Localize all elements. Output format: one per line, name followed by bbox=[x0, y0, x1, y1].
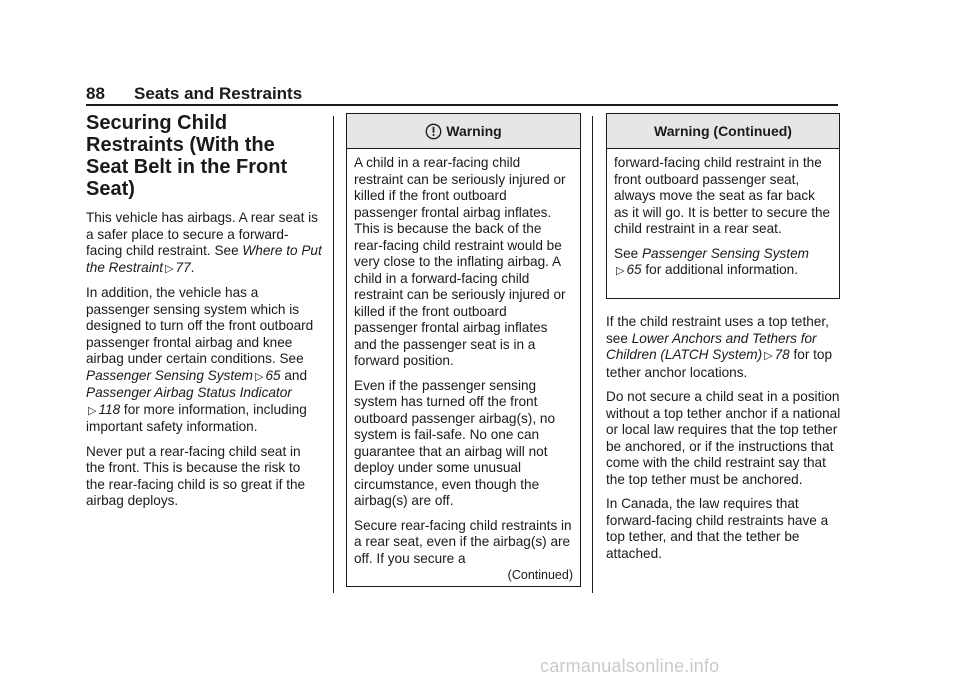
warning-header bbox=[347, 114, 580, 149]
warning-paragraph: Secure rear-facing child restraints in a rear seat, even if the airbag(s) are off. If you secure a bbox=[354, 517, 572, 566]
header-divider bbox=[86, 104, 838, 106]
column-3 bbox=[606, 314, 842, 570]
link-passenger-sensing-system[interactable]: Passenger Sensing System bbox=[86, 367, 253, 383]
page-ref-arrow-icon: ▷ bbox=[616, 265, 625, 277]
warning-title: Warning (Continued) bbox=[654, 123, 792, 139]
column-divider-right bbox=[592, 116, 593, 593]
link-passenger-airbag-status-indicator[interactable]: Passenger Airbag Status Indicator bbox=[86, 385, 292, 400]
page-ref-118[interactable]: 118 bbox=[98, 401, 121, 417]
warning-box bbox=[346, 113, 581, 587]
link-latch-system[interactable]: Lower Anchors and Tethers for Children (LATCH System) bbox=[606, 330, 817, 362]
warning-paragraph: Even if the passenger sensing system has turned off the front outboard passenger airbag(s), no system is fail-safe. No one can guarantee that an airbag will not deploy under some unusual circumstance, even though the airbag(s) are off. bbox=[354, 377, 556, 508]
page-ref-arrow-icon: ▷ bbox=[88, 404, 97, 417]
page-ref-arrow-icon: ▷ bbox=[764, 350, 773, 362]
warning-paragraph: forward-facing child restraint in the front outboard passenger seat, always move the seat as far back as it will go. It is better to secure the child restraint in a rear seat. bbox=[614, 155, 831, 236]
warning-title: Warning bbox=[446, 123, 502, 139]
section-title: Seats and Restraints bbox=[134, 84, 303, 103]
warning-paragraph: A child in a rear-facing child restraint can be seriously injured or killed if the front outboard passenger frontal airbag inflates. This is because the back of the rear-facing child restraint would be very close to the inflating airbag. A child in a forward-facing child restraint can be seriously injured or killed if the front outboard passenger frontal airbag inflates and the passenger seat is in a forward position. bbox=[354, 155, 566, 368]
page-ref-arrow-icon: ▷ bbox=[255, 370, 264, 383]
page-ref-65[interactable]: 65 bbox=[265, 367, 281, 383]
paragraph-never-front: Never put a rear-facing child seat in the front. This is because the risk to the rear-facing child is so great if the airbag deploys. bbox=[86, 443, 306, 508]
page-ref-78[interactable]: 78 bbox=[774, 347, 790, 362]
paragraph-airbags: This vehicle has airbags. A rear seat is a safer place to secure a forward-facing child restraint. See Where to Put the Restraint ▷ 77. bbox=[86, 210, 322, 275]
column-divider-left bbox=[333, 116, 334, 593]
page-number: 88 bbox=[86, 84, 105, 103]
page-ref-65[interactable]: 65 bbox=[626, 262, 642, 277]
warning-header bbox=[607, 114, 839, 149]
section-heading: Securing Child Restraints (With the Seat Belt in the Front Seat) bbox=[86, 112, 288, 200]
paragraph-canada: In Canada, the law requires that forward-facing child restraints have a top tether, and that the tether be attached. bbox=[606, 496, 829, 561]
warning-triangle-icon bbox=[425, 123, 442, 140]
column-1 bbox=[86, 112, 322, 518]
paragraph-do-not-secure: Do not secure a child seat in a position without a top tether anchor if a national or local law requires that the top tether be anchored, or if the instructions that come with the child restraint say that the top tether must be anchored. bbox=[606, 389, 841, 487]
warning-paragraph: See Passenger Sensing System ▷ 65 for additional information. bbox=[614, 245, 809, 277]
paragraph-passenger-sensing: In addition, the vehicle has a passenger sensing system which is designed to turn off the front outboard passenger frontal airbag and knee airbag under certain conditions. See Passenger Sensing System ▷ 65 and Passenger Airbag Status Indicator ▷ 118 for more information, including important safety information. bbox=[86, 285, 314, 434]
link-passenger-sensing-system[interactable]: Passenger Sensing System bbox=[641, 245, 809, 261]
continued-label: (Continued) bbox=[507, 568, 573, 582]
page-header bbox=[86, 84, 302, 104]
page-ref-77[interactable]: 77 bbox=[175, 259, 191, 275]
warning-continued-box bbox=[606, 113, 840, 299]
paragraph-top-tether: If the child restraint uses a top tether, see Lower Anchors and Tethers for Children (LATCH System) ▷ 78 for top tether anchor locations. bbox=[606, 314, 833, 380]
watermark: carmanualsonline.info bbox=[540, 656, 720, 676]
page-ref-arrow-icon: ▷ bbox=[165, 262, 174, 275]
link-where-to-put-restraint[interactable]: Where to Put the Restraint bbox=[86, 243, 322, 275]
